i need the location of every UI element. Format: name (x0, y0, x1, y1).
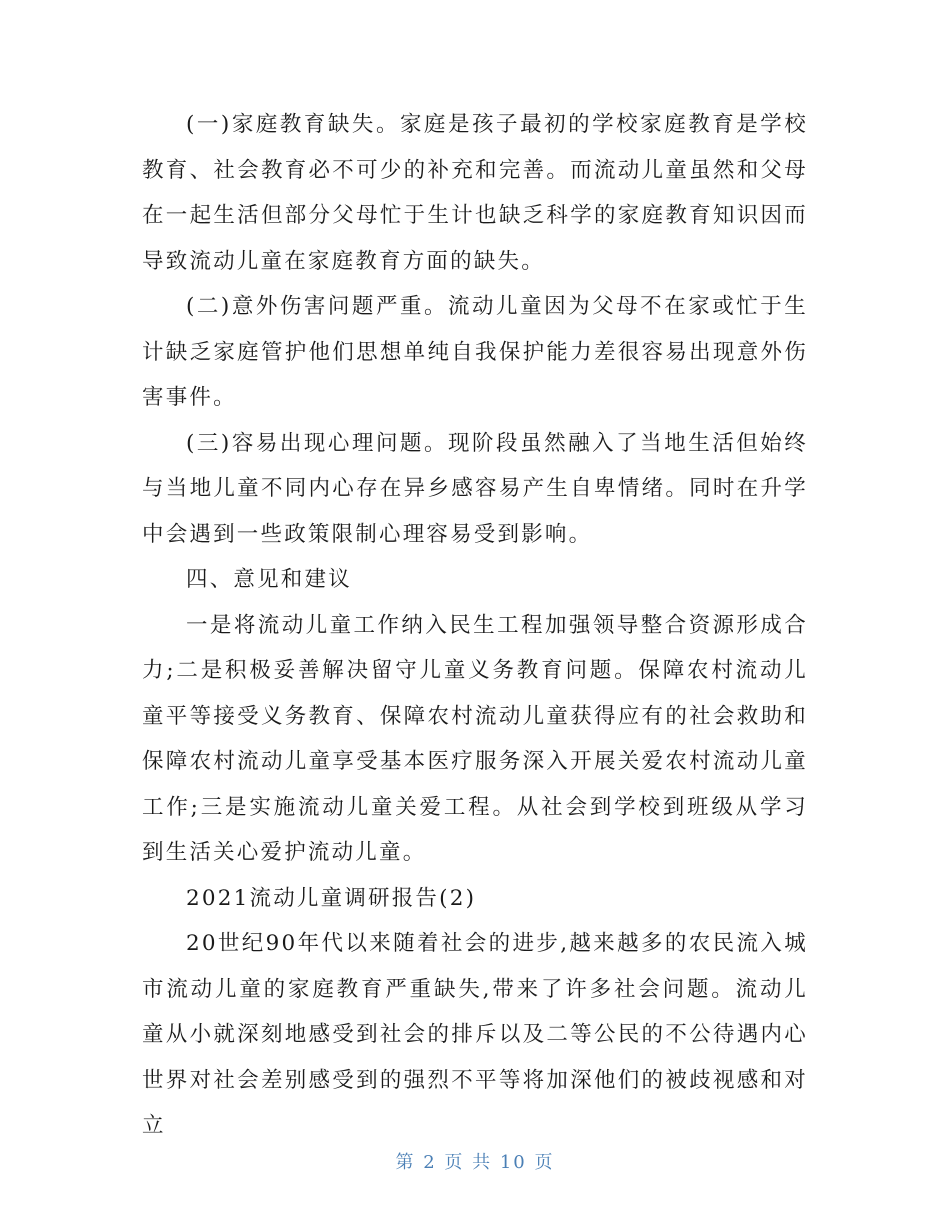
paragraph-accidental-injury: (二)意外伤害问题严重。流动儿童因为父母不在家或忙于生计缺乏家庭管护他们思想单纯自我保护能力差很容易出现意外伤害事件。 (142, 294, 808, 410)
section-heading-suggestions: 四、意见和建议 (186, 567, 352, 592)
paragraph-family-education: (一)家庭教育缺失。家庭是孩子最初的学校家庭教育是学校教育、社会教育必不可少的补充和完善。而流动儿童虽然和父母在一起生活但部分父母忙于生计也缺乏科学的家庭教育知识因而导致流动儿童在家庭教育方面的缺失。 (142, 112, 808, 274)
paragraph-background: 20世纪90年代以来随着社会的进步,越来越多的农民流入城市流动儿童的家庭教育严重缺失,带来了许多社会问题。流动儿童从小就深刻地感受到社会的排斥以及二等公民的不公待遇内心世界对社会差别感受到的强烈不平等将加深他们的被歧视感和对立 (142, 931, 808, 1138)
page-number-footer: 第 2 页 共 10 页 (395, 1152, 555, 1173)
paragraph-suggestions: 一是将流动儿童工作纳入民生工程加强领导整合资源形成合力;二是积极妥善解决留守儿童义务教育问题。保障农村流动儿童平等接受义务教育、保障农村流动儿童获得应有的社会救助和保障农村流动儿童享受基本医疗服务深入开展关爱农村流动儿童工作;三是实施流动儿童关爱工程。从社会到学校到班级从学习到生活关心爱护流动儿童。 (142, 612, 808, 865)
paragraph-psychological-issues: (三)容易出现心理问题。现阶段虽然融入了当地生活但始终与当地儿童不同内心存在异乡感容易产生自卑情绪。同时在升学中会遇到一些政策限制心理容易受到影响。 (142, 430, 808, 547)
report-subtitle: 2021流动儿童调研报告(2) (186, 885, 477, 911)
document-body (142, 102, 808, 1149)
